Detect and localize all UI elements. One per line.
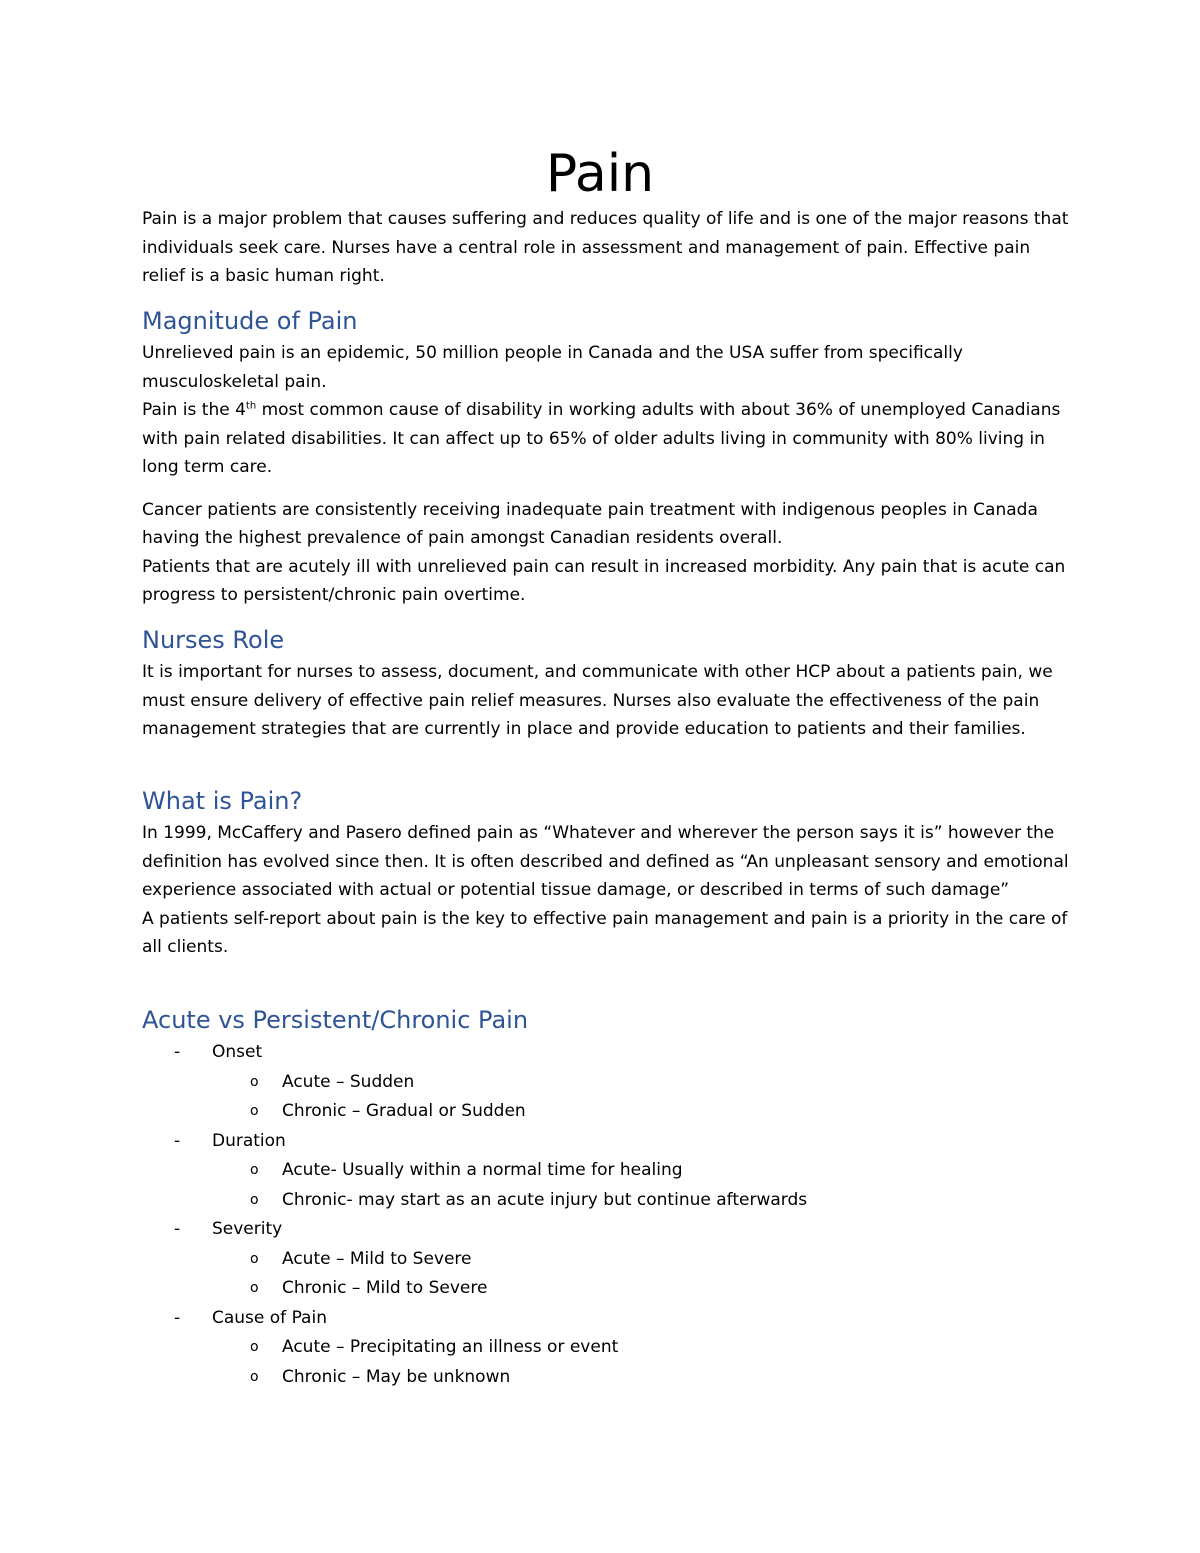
page-title: Pain [545,144,655,204]
magnitude-paragraph-1: Unrelieved pain is an epidemic, 50 million people in Canada and the USA suffer from specifically musculoskeletal pain. [142,343,963,392]
sub-item-text: Chronic- may start as an acute injury but continue afterwards [282,1189,808,1210]
acute-vs-chronic-heading: Acute vs Persistent/Chronic Pain [142,1006,529,1034]
sub-list [212,1068,1072,1127]
paragraph-gap [142,482,1072,496]
list-item-severity [142,1215,1072,1304]
sub-list-item [212,1245,1072,1275]
circle-bullet: o [250,1103,259,1119]
magnitude-paragraph-3: Cancer patients are consistently receiving inadequate pain treatment with indigenous peoples in Canada having the highest prevalence of pain amongst Canadian residents overall. [142,499,1038,548]
magnitude-section [142,303,1072,610]
list-item-label: Duration [212,1130,286,1151]
circle-bullet: o [250,1073,259,1090]
list-item-duration [142,1127,1072,1216]
circle-bullet: o [250,1368,259,1385]
dash-bullet: - [174,1130,181,1151]
sub-list-item [212,1333,1072,1363]
list-item-onset [142,1038,1072,1127]
sub-item-text: Acute – Mild to Severe [282,1248,472,1269]
magnitude-heading: Magnitude of Pain [142,307,358,335]
sub-item-text: Chronic – May be unknown [282,1366,511,1387]
what-is-pain-paragraph-2: A patients self-report about pain is the key to effective pain management and pain is a priority in the care of all clients. [142,908,1068,957]
sub-item-text: Chronic – Mild to Severe [282,1278,488,1298]
sub-item-text: Acute – Sudden [282,1071,415,1092]
sub-item-text: Chronic – Gradual or Sudden [282,1101,526,1121]
magnitude-paragraph-4: Patients that are acutely ill with unrelieved pain can result in increased morbidity. Any pain that is acute can progress to persistent/chronic pain overtime. [142,556,1066,605]
what-is-pain-section [142,783,1072,962]
nurses-role-paragraph: It is important for nurses to assess, document, and communicate with other HCP about a patients pain, we must ensure delivery of effective pain relief measures. Nurses also evaluate the effectiveness of the pain management strategies that are currently in place and provide education to patients and their families. [142,662,1053,739]
magnitude-p2-start: Pain is the 4 [142,400,246,420]
circle-bullet: o [250,1250,259,1267]
sub-list-item [212,1156,1072,1186]
sub-item-text: Acute- Usually within a normal time for healing [282,1160,683,1180]
list-item-cause [142,1304,1072,1393]
sub-list-item [212,1097,1072,1127]
magnitude-paragraph-2 [142,396,1072,482]
sub-list-item [212,1068,1072,1098]
what-is-pain-paragraph-1: In 1999, McCaffery and Pasero defined pain as “Whatever and wherever the person says it is” however the definition has evolved since then. It is often described and defined as “An unpleasant sensory and emotional experience associated with actual or potential tissue damage, or described in terms of such damage” [142,823,1069,900]
dash-bullet: - [174,1042,181,1062]
list-item-label: Cause of Pain [212,1307,327,1328]
sub-list-item [212,1274,1072,1304]
sub-item-text: Acute – Precipitating an illness or event [282,1337,619,1357]
circle-bullet: o [250,1339,259,1355]
intro-paragraph: Pain is a major problem that causes suffering and reduces quality of life and is one of the major reasons that individuals seek care. Nurses have a central role in assessment and management of pain. Effective pain relief is a basic human right. [142,209,1069,286]
what-is-pain-heading: What is Pain? [142,787,303,815]
intro-section [142,205,1072,291]
dash-bullet: - [174,1219,181,1239]
list-item-label: Severity [212,1219,283,1239]
acute-vs-chronic-section [142,1002,1072,1392]
circle-bullet: o [250,1162,259,1178]
sub-list [212,1245,1072,1304]
sub-list-item [212,1363,1072,1393]
comparison-list [142,1038,1072,1392]
sub-list [212,1156,1072,1215]
dash-bullet: - [174,1307,181,1328]
ordinal-superscript: th [245,400,257,412]
nurses-role-heading: Nurses Role [142,626,285,654]
sub-list [212,1333,1072,1392]
sub-list-item [212,1186,1072,1216]
circle-bullet: o [250,1280,259,1296]
magnitude-p2-end: most common cause of disability in working adults with about 36% of unemployed Canadians with pain related disabilities. It can affect up to 65% of older adults living in community with 80% living in long term care. [142,400,1061,477]
nurses-role-section [142,622,1072,744]
list-item-label: Onset [212,1042,263,1062]
circle-bullet: o [250,1191,259,1208]
